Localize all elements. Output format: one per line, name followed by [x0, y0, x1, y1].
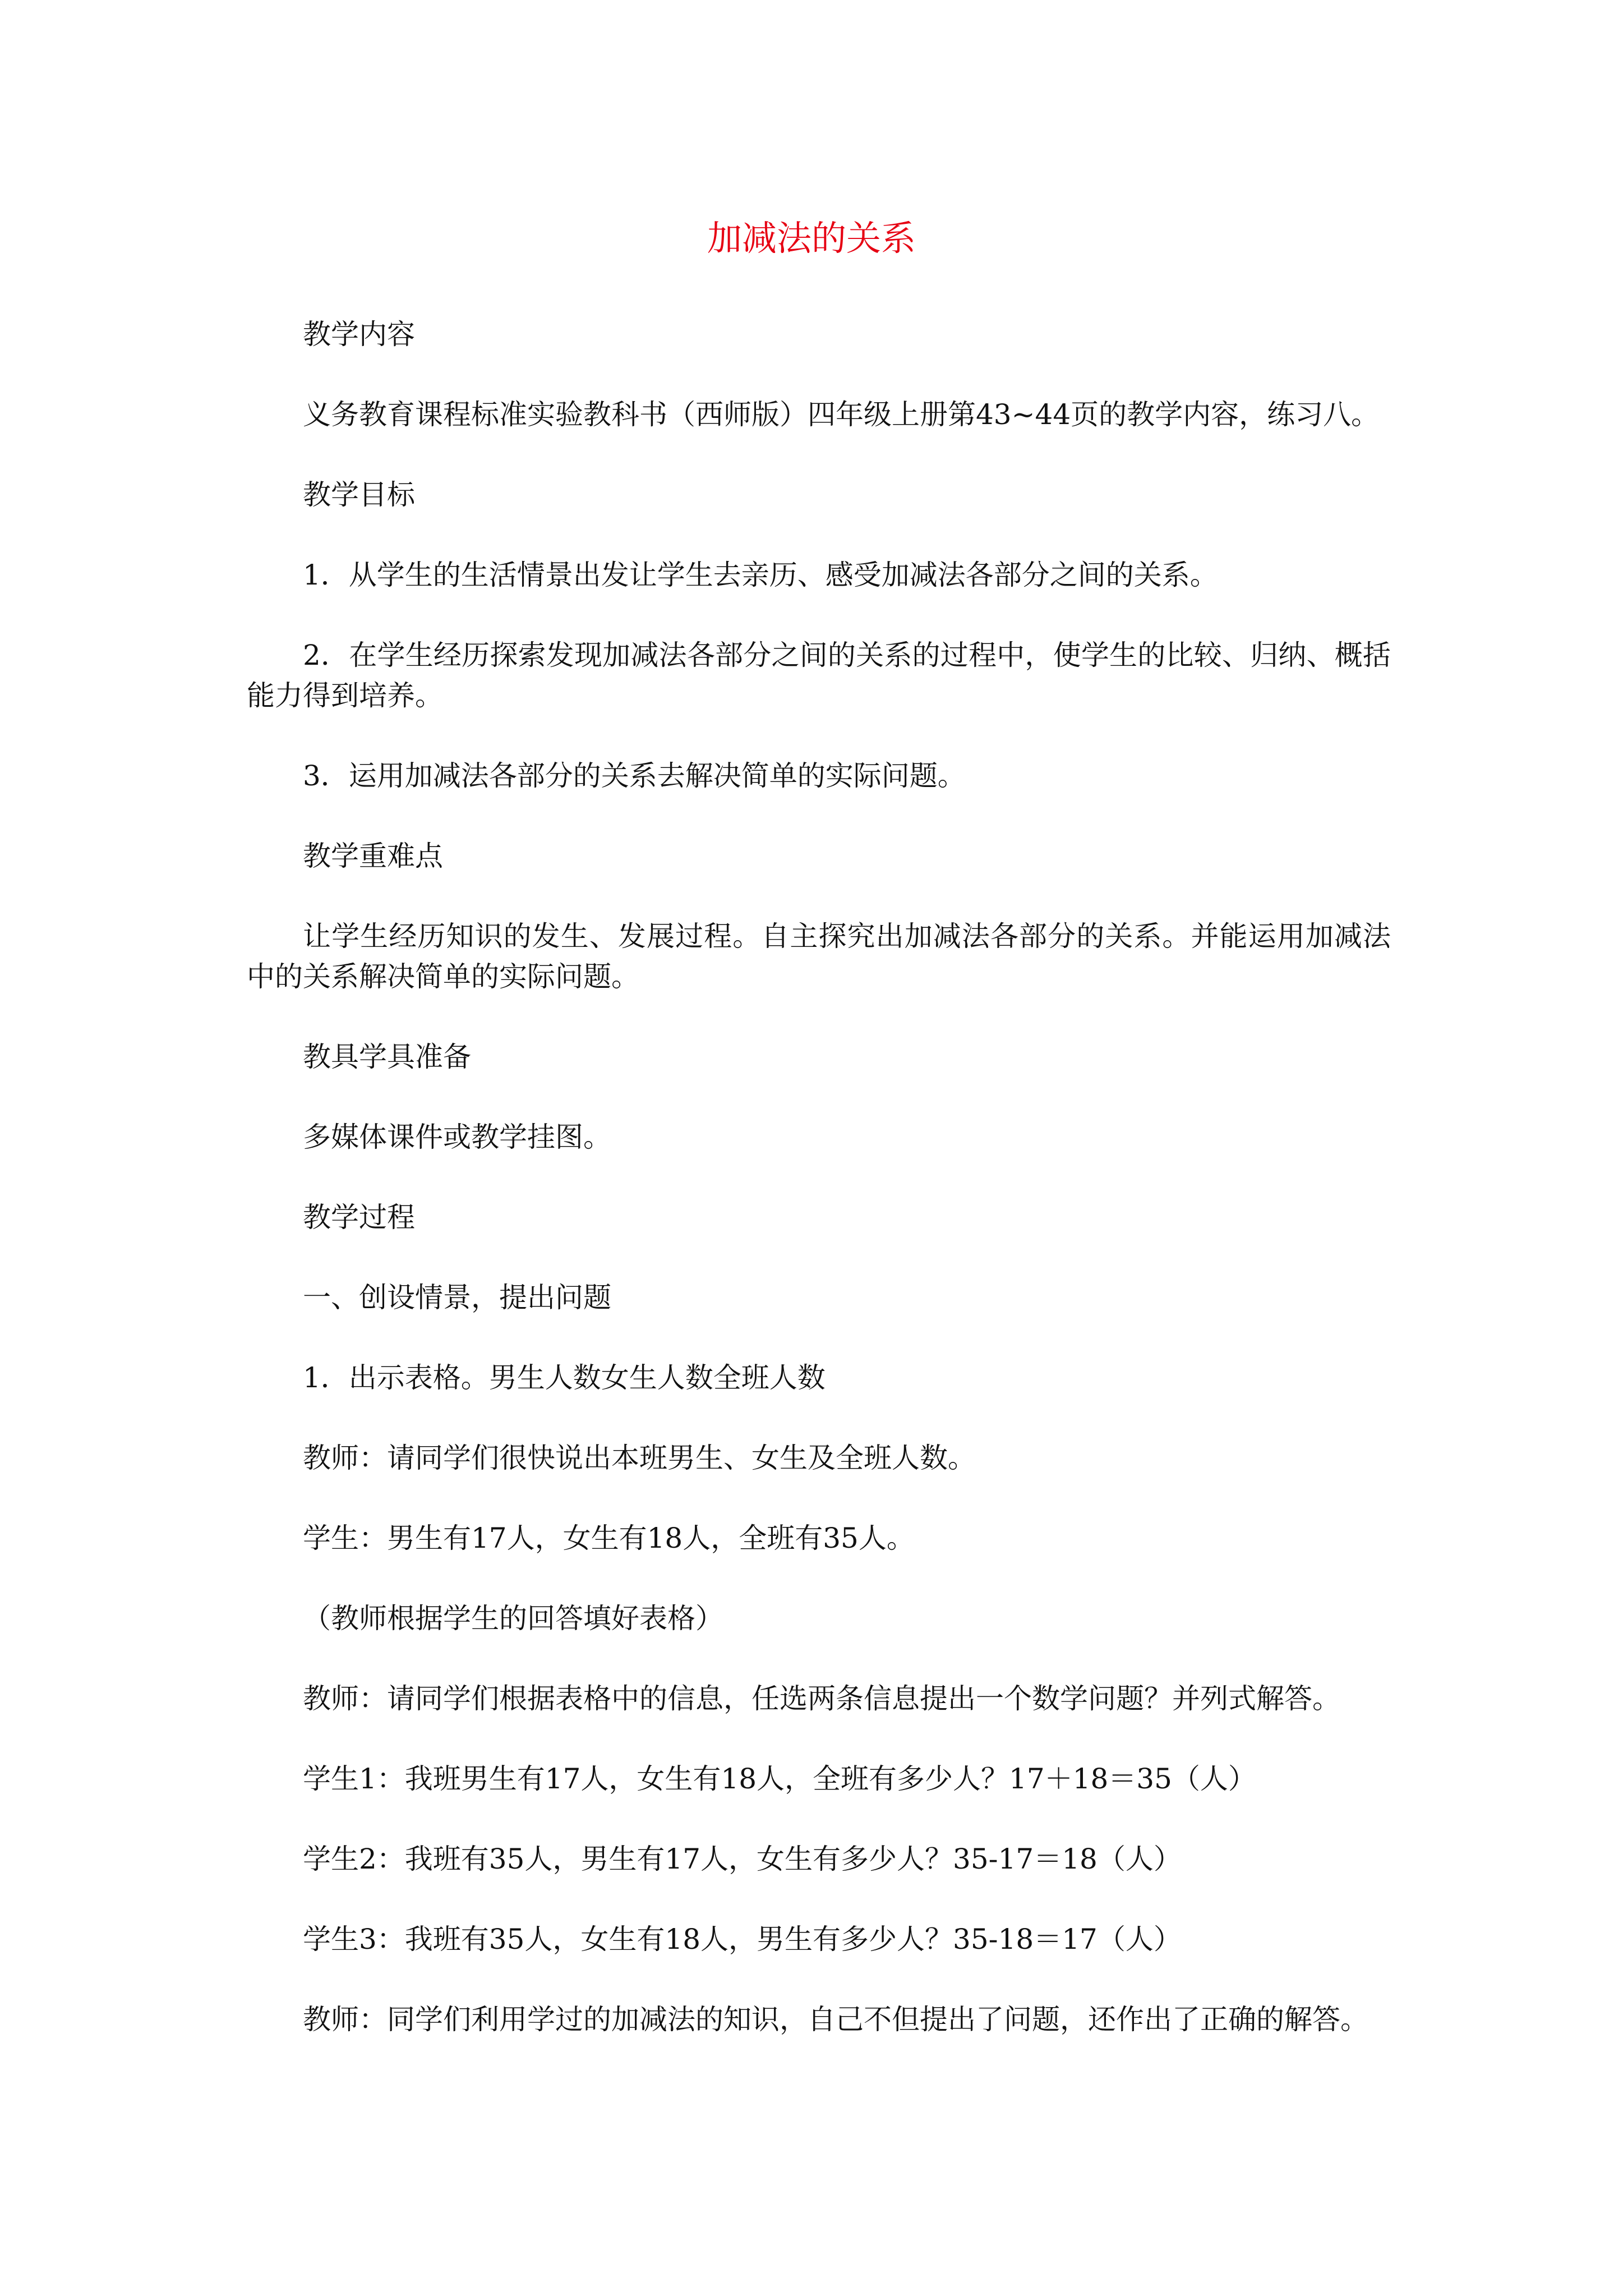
paragraph-teaching-aids: 多媒体课件或教学挂图。 — [303, 1121, 611, 1153]
dialogue-student-1: 学生：男生有17人，女生有18人，全班有35人。 — [303, 1522, 915, 1554]
dialogue-teacher-2: 教师：请同学们根据表格中的信息，任选两条信息提出一个数学问题？并列式解答。 — [303, 1682, 1340, 1715]
note-fill-table: （教师根据学生的回答填好表格） — [303, 1602, 723, 1635]
dialogue-teacher-3: 教师：同学们利用学过的加减法的知识，自己不但提出了问题，还作出了正确的解答。 — [303, 2003, 1368, 2036]
paragraph-key-difficulties: 让学生经历知识的发生、发展过程。自主探究出加减法各部分的关系。并能运用加减法中的关系解决简单的实际问题。 — [247, 920, 1391, 993]
goal-item-1: 1．从学生的生活情景出发让学生去亲历、感受加减法各部分之间的关系。 — [303, 559, 1218, 591]
goal-item-3: 3．运用加减法各部分的关系去解决简单的实际问题。 — [303, 760, 966, 792]
step-show-table: 1．出示表格。男生人数女生人数全班人数 — [303, 1361, 826, 1394]
document-body — [247, 314, 1391, 2079]
dialogue-teacher-1: 教师：请同学们很快说出本班男生、女生及全班人数。 — [303, 1442, 976, 1474]
heading-teaching-aids: 教具学具准备 — [303, 1041, 471, 1073]
document-title: 加减法的关系 — [707, 218, 916, 259]
paragraph-textbook-reference: 义务教育课程标准实验教科书（西师版）四年级上册第43~44页的教学内容，练习八。 — [303, 398, 1380, 431]
heading-teaching-process: 教学过程 — [303, 1201, 415, 1234]
dialogue-student-answer-2: 学生2：我班有35人，男生有17人，女生有多少人？35-17＝18（人） — [303, 1843, 1182, 1875]
heading-key-difficulties: 教学重难点 — [303, 840, 443, 872]
section-create-scenario: 一、创设情景，提出问题 — [303, 1281, 611, 1314]
heading-teaching-goals: 教学目标 — [303, 478, 415, 511]
dialogue-student-answer-1: 学生1：我班男生有17人，女生有18人，全班有多少人？17＋18＝35（人） — [303, 1763, 1256, 1795]
goal-item-2: 2．在学生经历探索发现加减法各部分之间的关系的过程中，使学生的比较、归纳、概括能力得到培养。 — [247, 639, 1391, 712]
heading-teaching-content: 教学内容 — [303, 318, 415, 351]
dialogue-student-answer-3: 学生3：我班有35人，女生有18人，男生有多少人？35-18＝17（人） — [303, 1923, 1182, 1955]
